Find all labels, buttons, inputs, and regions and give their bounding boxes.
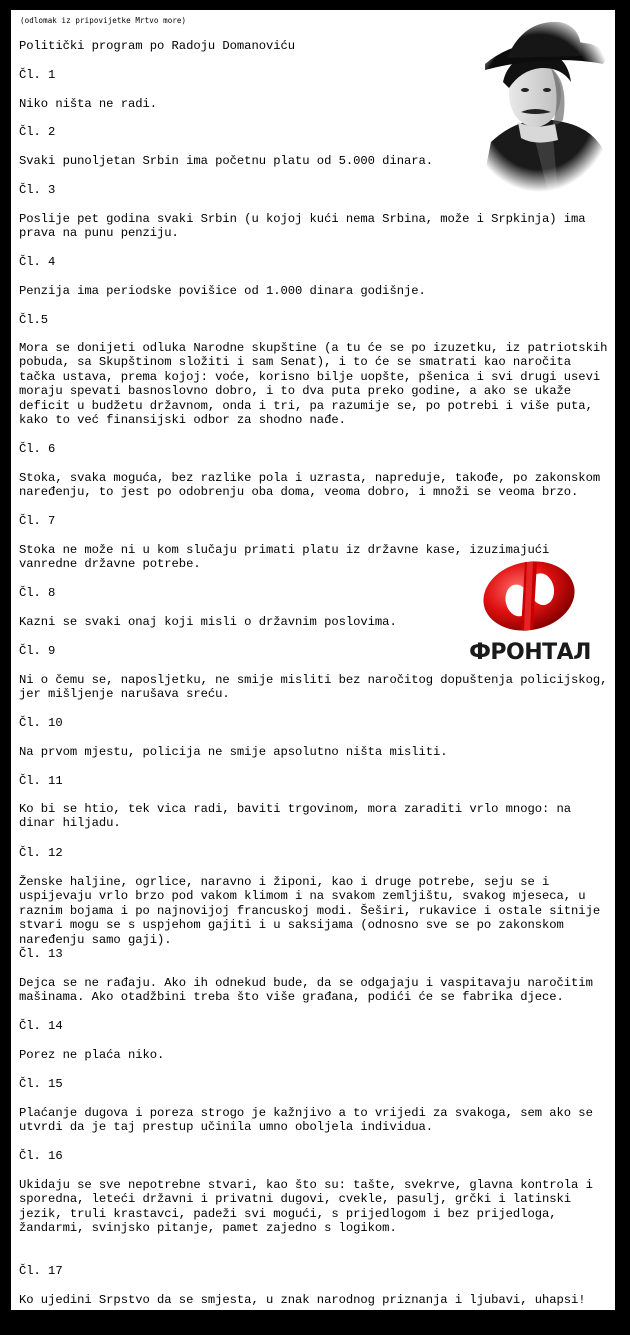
article-text: Dejca se ne rađaju. Ako ih odnekud bude, da se odgajaju i vaspitavaju naročitim mašinama. Ako otadžbini treba što više građana, podići će se fabrika djece. [19, 976, 593, 1005]
article-text: Stoka, svaka moguća, bez razlike pola i uzrasta, napreduje, takođe, po zakonskom naređenju, to jest po odobrenju oba doma, veoma dobro, i množi se veoma brzo. [19, 471, 601, 500]
article-text: Niko ništa ne radi. [19, 97, 158, 111]
article-heading: Čl. 4 [19, 255, 56, 269]
article-text: Mora se donijeti odluka Narodne skupštine (a tu će se po izuzetku, iz patriotskih pobuda, sa Skupštinom složiti i sam Senat), i to će se smatrati kao naročita tačka ustava, prema kojoj: voće, korisno bilje uopšte, pšenica i svi drugi usevi moraju spevati basnoslovno dobro, i to dva puta preko godine, a ako se ukaže deficit u budžetu državnom, onda i tri, pa razumije se, po potrebi i više puta, kako to već finansijski odbor za shodno nađe. [19, 341, 608, 428]
article-heading: Čl. 14 [19, 1019, 63, 1033]
logo-text: ФРОНТАЛ [469, 640, 591, 665]
article-text: Ukidaju se sve nepotrebne stvari, kao što su: tašte, svekrve, glavna kontrola i sporedna, leteći državni i privatni dugovi, cvekle, pasulj, grčki i latinski jezik, truli krastavci, padeži svi mogući, s prijedlogom i bez prijedloga, žandarmi, svinjsko pitanje, pamet zajedno s logikom. [19, 1178, 593, 1236]
article-text: Kazni se svaki onaj koji misli o državnim poslovima. [19, 615, 397, 629]
article-text: Ko ujedini Srpstvo da se smjesta, u znak narodnog priznanja i ljubavi, uhapsi! [19, 1293, 586, 1307]
article-text: Na prvom mjestu, policija ne smije apsolutno ništa misliti. [19, 745, 448, 759]
article-text: Penzija ima periodske povišice od 1.000 dinara godišnje. [19, 284, 426, 298]
article-text: Svaki punoljetan Srbin ima početnu platu od 5.000 dinara. [19, 154, 434, 168]
article-text: Stoka ne može ni u kom slučaju primati platu iz državne kase, izuzimajući vanredne državne potrebe. [19, 543, 550, 572]
article-heading: Čl. 11 [19, 774, 63, 788]
author-portrait [463, 12, 615, 192]
article-heading: Čl. 6 [19, 442, 56, 456]
article-heading: Čl. 10 [19, 716, 63, 730]
article-heading: Čl. 9 [19, 644, 56, 658]
article-heading: Čl. 16 [19, 1149, 63, 1163]
article-text: Porez ne plaća niko. [19, 1048, 165, 1062]
article-heading: Čl. 3 [19, 183, 56, 197]
article-heading: Čl. 13 [19, 947, 63, 961]
article-text: Poslije pet godina svaki Srbin (u kojoj kući nema Srbina, može i Srpkinja) ima prava na punu penziju. [19, 212, 586, 241]
article-heading: Čl. 7 [19, 514, 56, 528]
article-heading: Čl. 17 [19, 1264, 63, 1278]
frontal-logo [445, 558, 615, 668]
document-page [11, 10, 615, 1310]
article-text: Ni o čemu se, naposljetku, ne smije misliti bez naročitog dopuštenja policijskog, jer mišljenje narušava sreću. [19, 673, 608, 702]
article-heading: Čl. 12 [19, 846, 63, 860]
article-heading: Čl. 2 [19, 125, 56, 139]
article-text: Plaćanje dugova i poreza strogo je kažnjivo a to vrijedi za svakoga, sem ako se utvrdi da je taj prestup učinila umno oboljela individua. [19, 1106, 593, 1135]
article-heading: Čl. 1 [19, 68, 56, 82]
article-heading: Čl. 8 [19, 586, 56, 600]
excerpt-label: (odlomak iz pripovijetke Mrtvo more) [20, 16, 187, 25]
article-heading: Čl.5 [19, 313, 49, 327]
article-text: Ko bi se htio, tek vica radi, baviti trgovinom, mora zaraditi vrlo mnogo: na dinar hiljadu. [19, 802, 572, 831]
article-heading: Čl. 15 [19, 1077, 63, 1091]
document-title: Politički program po Radoju Domanoviću [19, 39, 296, 53]
article-text: Ženske haljine, ogrlice, naravno i žiponi, kao i druge potrebe, seju se i uspijevaju vrlo brzo pod vakom klimom i na svakom zemljištu, svakog mjeseca, u raznim bojama i po najnovijoj francuskoj modi. Šeširi, rukavice i ostale sitnije stvari mogu se s uspjehom gajiti i u saksijama (odnosno sve se po zakonskom naređenju samo gaji). [19, 875, 601, 947]
